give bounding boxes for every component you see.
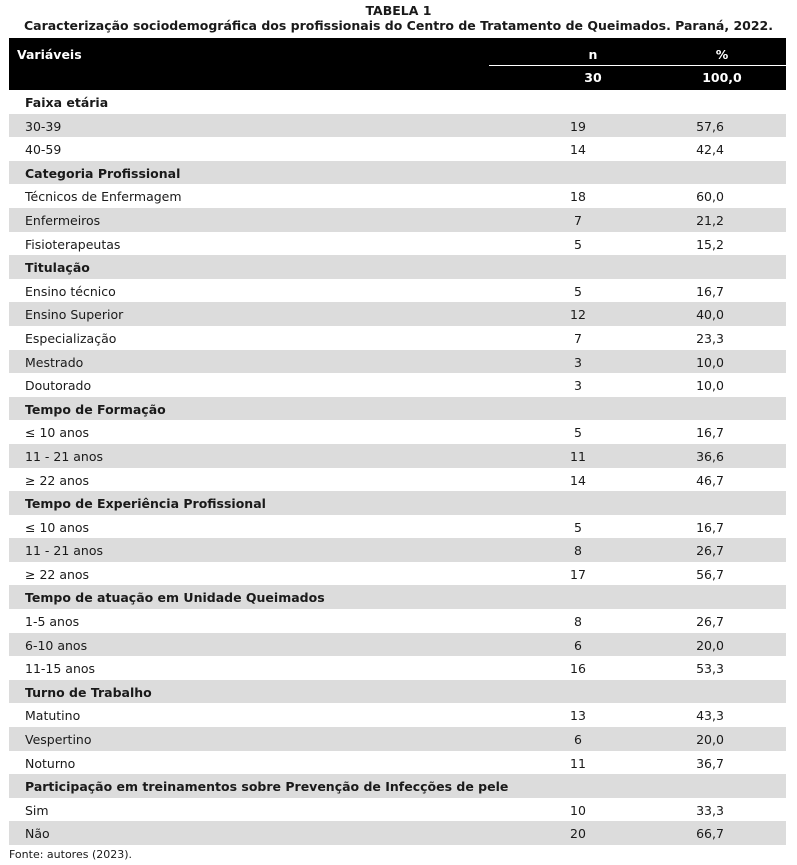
row-label: Ensino Superior	[25, 307, 124, 323]
cell-percent: 20,0	[696, 732, 724, 748]
section-label: Faixa etária	[25, 95, 109, 110]
table-row	[9, 538, 786, 562]
cell-n: 20	[570, 826, 586, 842]
row-label: Ensino técnico	[25, 283, 116, 299]
cell-percent: 40,0	[696, 307, 724, 323]
cell-n: 16	[570, 661, 586, 677]
section-row	[9, 585, 786, 609]
row-label: ≤ 10 anos	[25, 519, 90, 535]
table-row	[9, 656, 786, 680]
cell-percent: 46,7	[696, 472, 724, 488]
table-header	[9, 38, 786, 90]
cell-percent: 23,3	[696, 330, 724, 346]
cell-percent: 60,0	[696, 189, 724, 205]
section-row	[9, 255, 786, 279]
row-label: 40-59	[25, 142, 62, 158]
cell-n: 11	[570, 448, 586, 464]
section-label: Tempo de atuação em Unidade Queimados	[25, 590, 325, 606]
cell-percent: 66,7	[696, 826, 724, 842]
table-title: TABELA 1	[365, 3, 432, 18]
cell-n: 7	[574, 330, 582, 346]
cell-n: 8	[574, 543, 582, 559]
table-row	[9, 279, 786, 303]
cell-n: 19	[570, 118, 586, 134]
section-row	[9, 774, 786, 798]
cell-percent: 10,0	[696, 354, 724, 370]
section-label: Turno de Trabalho	[25, 684, 152, 700]
cell-n: 5	[574, 425, 582, 441]
cell-n: 18	[570, 189, 586, 205]
row-label: 11 - 21 anos	[25, 543, 103, 559]
cell-n: 12	[570, 307, 586, 323]
header-percent: %	[715, 47, 729, 62]
table-row	[9, 515, 786, 539]
table-source: Fonte: autores (2023).	[9, 848, 133, 861]
row-label: Vespertino	[25, 732, 92, 748]
row-label: Especialização	[25, 330, 117, 346]
row-label: Doutorado	[25, 378, 92, 394]
header-divider	[489, 65, 786, 66]
table-row	[9, 751, 786, 775]
section-label: Tempo de Formação	[25, 401, 166, 417]
table-subtitle: Caracterização sociodemográfica dos profissionais do Centro de Tratamento de Queimados. Paraná, 2022.	[23, 18, 774, 33]
row-label: ≥ 22 anos	[25, 472, 90, 488]
table-row	[9, 798, 786, 822]
table-row	[9, 633, 786, 657]
header-variables: Variáveis	[17, 47, 82, 62]
section-row	[9, 90, 786, 114]
cell-percent: 56,7	[696, 566, 724, 582]
table-row	[9, 373, 786, 397]
row-label: 30-39	[25, 118, 62, 134]
table-row	[9, 468, 786, 492]
row-label: Não	[25, 826, 50, 842]
table-body	[9, 90, 786, 845]
cell-percent: 20,0	[696, 637, 724, 653]
table-row	[9, 821, 786, 845]
row-label: 11 - 21 anos	[25, 448, 103, 464]
data-table	[9, 38, 786, 845]
table-row	[9, 444, 786, 468]
cell-percent: 21,2	[696, 212, 724, 228]
section-label: Participação em treinamentos sobre Prevenção de Infecções de pele	[25, 779, 509, 795]
section-row	[9, 680, 786, 704]
header-total-percent: 100,0	[702, 70, 742, 85]
header-n: n	[588, 47, 598, 62]
cell-percent: 15,2	[696, 236, 724, 252]
table-row	[9, 208, 786, 232]
table-row	[9, 420, 786, 444]
header-total-n: 30	[584, 70, 602, 85]
row-label: Técnicos de Enfermagem	[25, 189, 182, 205]
row-label: Mestrado	[25, 354, 84, 370]
row-label: Fisioterapeutas	[25, 236, 121, 252]
table-row	[9, 184, 786, 208]
cell-percent: 16,7	[696, 519, 724, 535]
row-label: ≤ 10 anos	[25, 425, 90, 441]
cell-percent: 57,6	[696, 118, 724, 134]
cell-n: 3	[574, 378, 582, 394]
row-label: 6-10 anos	[25, 637, 88, 653]
table-caption	[0, 0, 797, 33]
section-row	[9, 161, 786, 185]
cell-percent: 33,3	[696, 802, 724, 818]
cell-percent: 43,3	[696, 708, 724, 724]
cell-n: 3	[574, 354, 582, 370]
row-label: Enfermeiros	[25, 212, 101, 228]
section-label: Tempo de Experiência Profissional	[25, 496, 266, 512]
table-row	[9, 114, 786, 138]
row-label: Matutino	[25, 708, 81, 724]
table-row	[9, 137, 786, 161]
table-row	[9, 232, 786, 256]
cell-percent: 53,3	[696, 661, 724, 677]
cell-percent: 36,7	[696, 755, 724, 771]
table-row	[9, 302, 786, 326]
section-row	[9, 397, 786, 421]
section-row	[9, 491, 786, 515]
cell-n: 8	[574, 614, 582, 630]
table-row	[9, 609, 786, 633]
row-label: 11-15 anos	[25, 661, 96, 677]
cell-n: 14	[570, 472, 586, 488]
cell-percent: 42,4	[696, 142, 724, 158]
cell-n: 14	[570, 142, 586, 158]
table-row	[9, 326, 786, 350]
cell-n: 5	[574, 519, 582, 535]
cell-percent: 36,6	[696, 448, 724, 464]
cell-percent: 26,7	[696, 614, 724, 630]
cell-percent: 16,7	[696, 425, 724, 441]
row-label: 1-5 anos	[25, 614, 80, 630]
cell-percent: 10,0	[696, 378, 724, 394]
cell-percent: 26,7	[696, 543, 724, 559]
table-row	[9, 350, 786, 374]
table-row	[9, 703, 786, 727]
cell-n: 10	[570, 802, 586, 818]
cell-n: 7	[574, 212, 582, 228]
cell-percent: 16,7	[696, 283, 724, 299]
cell-n: 11	[570, 755, 586, 771]
cell-n: 5	[574, 236, 582, 252]
table-row	[9, 727, 786, 751]
row-label: Sim	[25, 802, 49, 818]
cell-n: 6	[574, 732, 582, 748]
table-row	[9, 562, 786, 586]
row-label: ≥ 22 anos	[25, 566, 90, 582]
section-label: Titulação	[25, 260, 90, 276]
cell-n: 17	[570, 566, 586, 582]
section-label: Categoria Profissional	[25, 165, 181, 181]
row-label: Noturno	[25, 755, 76, 771]
cell-n: 5	[574, 283, 582, 299]
cell-n: 13	[570, 708, 586, 724]
cell-n: 6	[574, 637, 582, 653]
